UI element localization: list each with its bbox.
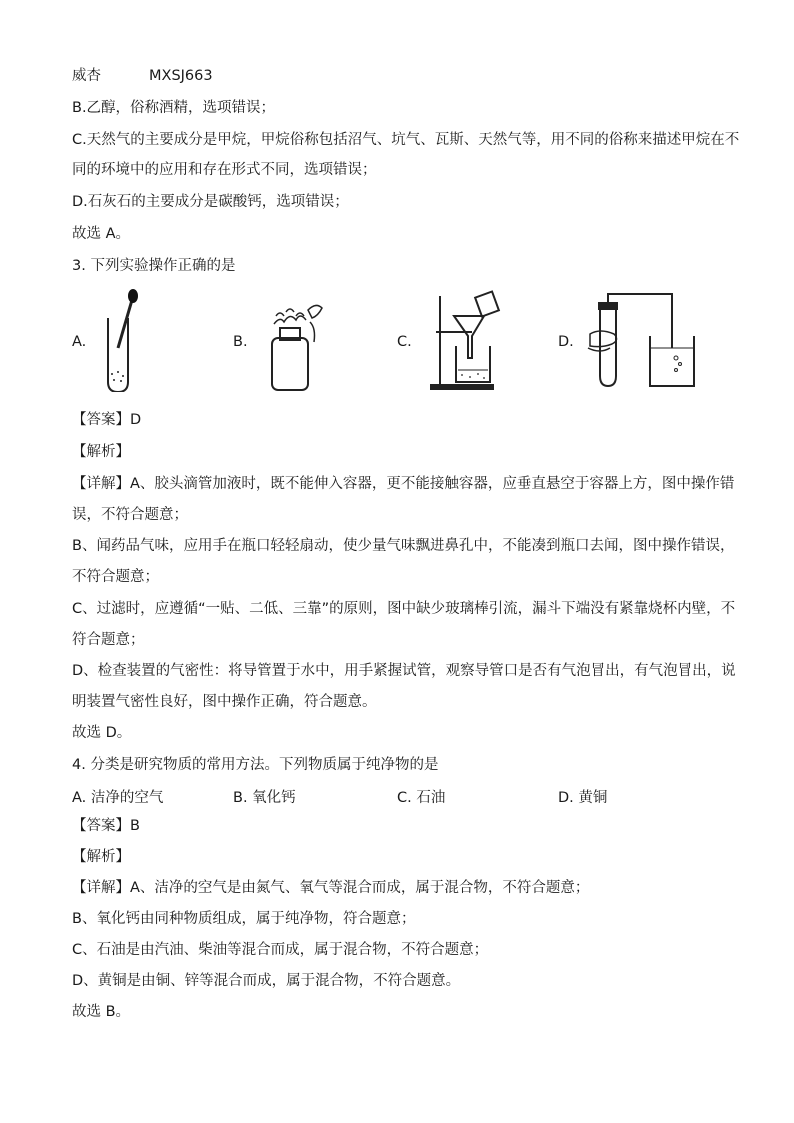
document-code: MXSJ663 (149, 68, 213, 84)
q3-detail-a-line2: 误，不符合题意； (72, 507, 188, 523)
q3-stem: 3. 下列实验操作正确的是 (72, 258, 236, 274)
q4-option-b[interactable]: B. 氧化钙 (233, 790, 296, 806)
q3-figure-options (72, 288, 732, 392)
q3-detail-b-line1: B、闻药品气味，应用手在瓶口轻轻扇动，使少量气味飘进鼻孔中，不能凑到瓶口去闻，图中操作错误， (72, 538, 735, 554)
q3-option-a-label[interactable]: A. (72, 334, 87, 350)
q3-detail-a-line1: 【详解】A、胶头滴管加液时，既不能伸入容器，更不能接触容器，应垂直悬空于容器上方，图中操作错 (72, 476, 735, 492)
document-header (72, 66, 213, 86)
q3-option-b-label[interactable]: B. (233, 334, 248, 350)
q2-option-c-explanation-line1: C.天然气的主要成分是甲烷，甲烷俗称包括沼气、坑气、瓦斯、天然气等，用不同的俗称来描述甲烷在不 (72, 132, 740, 148)
q3-option-c-label[interactable]: C. (397, 334, 412, 350)
q3-detail-b-line2: 不符合题意； (72, 569, 159, 585)
q2-conclusion: 故选 A。 (72, 226, 131, 242)
q3-conclusion: 故选 D。 (72, 725, 132, 741)
school-name: 威杏 (72, 68, 101, 84)
q3-detail-d-line1: D、检查装置的气密性：将导管置于水中，用手紧握试管，观察导管口是否有气泡冒出，有气泡冒出，说 (72, 663, 736, 679)
filtration-setup-icon (428, 288, 508, 392)
q4-detail-b: B、氧化钙由同种物质组成，属于纯净物，符合题意； (72, 911, 416, 927)
airtightness-check-icon (582, 288, 712, 392)
q2-option-c-explanation-line2: 同的环境中的应用和存在形式不同，选项错误； (72, 162, 377, 178)
q4-option-d[interactable]: D. 黄铜 (558, 790, 608, 806)
q4-detail-d: D、黄铜是由铜、锌等混合而成，属于混合物，不符合题意。 (72, 973, 461, 989)
q3-detail-d-line2: 明装置气密性良好，图中操作正确，符合题意。 (72, 694, 377, 710)
q4-option-a[interactable]: A. 洁净的空气 (72, 790, 164, 806)
q3-analysis-tag: 【解析】 (72, 444, 130, 460)
q4-conclusion: 故选 B。 (72, 1004, 131, 1020)
q2-option-b-explanation: B.乙醇，俗称酒精，选项错误； (72, 100, 276, 116)
q4-option-c[interactable]: C. 石油 (397, 790, 446, 806)
q4-detail-c: C、石油是由汽油、柴油等混合而成，属于混合物，不符合题意； (72, 942, 489, 958)
q3-detail-c-line2: 符合题意； (72, 632, 145, 648)
q4-stem: 4. 分类是研究物质的常用方法。下列物质属于纯净物的是 (72, 757, 439, 773)
q4-analysis-tag: 【解析】 (72, 849, 130, 865)
q3-option-d-label[interactable]: D. (558, 334, 574, 350)
q4-answer: 【答案】B (72, 818, 140, 834)
smell-bottle-icon (262, 288, 332, 392)
q3-detail-c-line1: C、过滤时，应遵循“一贴、二低、三靠”的原则，图中缺少玻璃棒引流，漏斗下端没有紧靠烧杯内壁，不 (72, 601, 736, 617)
q3-answer: 【答案】D (72, 412, 142, 428)
q2-option-d-explanation: D.石灰石的主要成分是碳酸钙，选项错误； (72, 194, 349, 210)
q4-detail-a: 【详解】A、洁净的空气是由氮气、氧气等混合而成，属于混合物，不符合题意； (72, 880, 590, 896)
dropper-testtube-icon (98, 288, 148, 392)
